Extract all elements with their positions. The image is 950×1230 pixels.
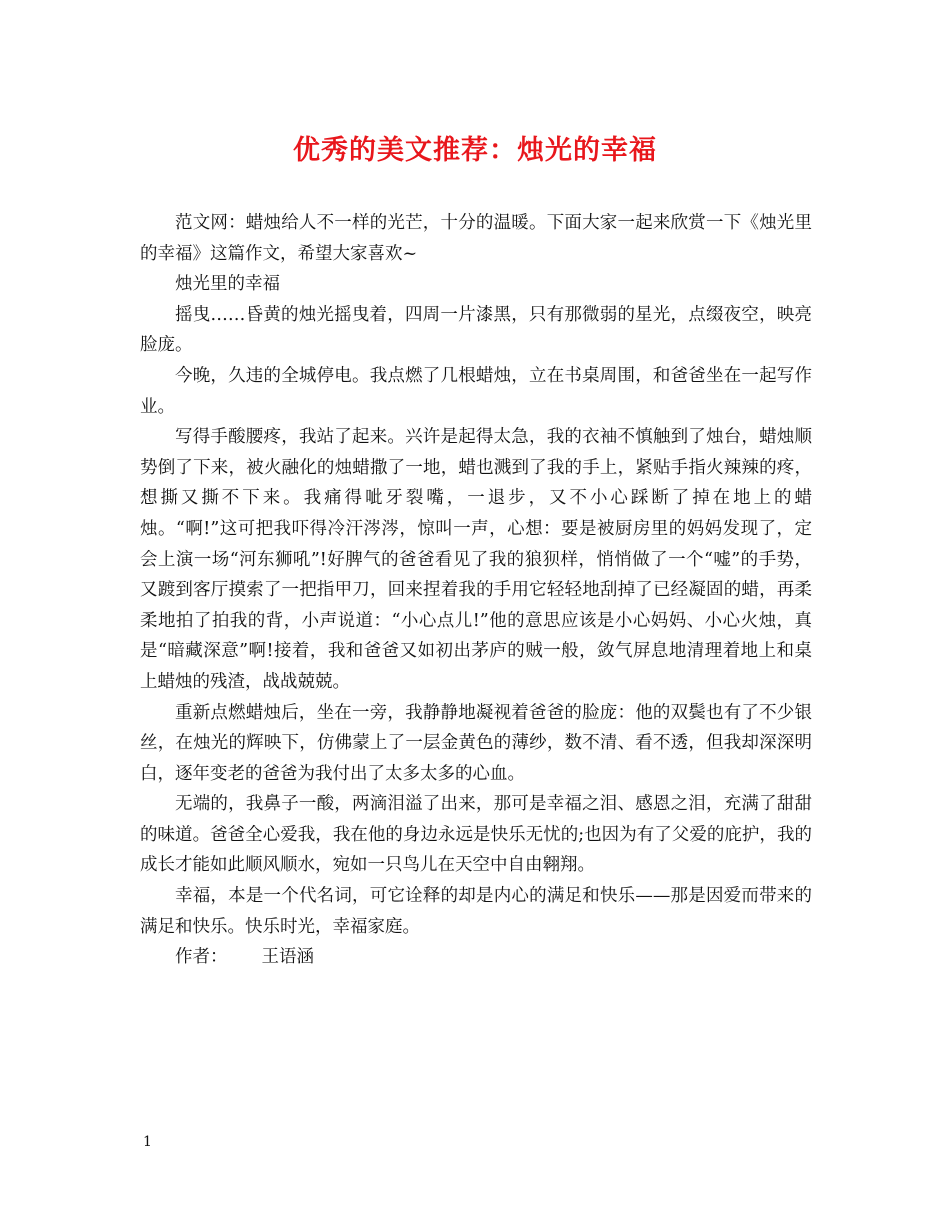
intro-paragraph: 范文网：蜡烛给人不一样的光芒，十分的温暖。下面大家一起来欣赏一下《烛光里的幸福》这篇作文，希望大家喜欢~ bbox=[140, 213, 812, 264]
author-line bbox=[140, 942, 812, 973]
body-paragraph: 重新点燃蜡烛后，坐在一旁，我静静地凝视着爸爸的脸庞：他的双鬓也有了不少银丝，在烛光的辉映下，仿佛蒙上了一层金黄色的薄纱，数不清、看不透，但我却深深明白，逐年变老的爸爸为我付出了太多太多的心血。 bbox=[140, 702, 812, 784]
author-label: 作者： bbox=[175, 947, 228, 968]
body-paragraph: 幸福，本是一个代名词，可它诠释的却是内心的满足和快乐——那是因爱而带来的满足和快乐。快乐时光，幸福家庭。 bbox=[140, 886, 812, 937]
essay-title: 烛光里的幸福 bbox=[175, 274, 280, 295]
body-paragraph: 无端的，我鼻子一酸，两滴泪溢了出来，那可是幸福之泪、感恩之泪，充满了甜甜的味道。爸爸全心爱我，我在他的身边永远是快乐无忧的;也因为有了父爱的庇护，我的成长才能如此顺风顺水，宛如一只鸟儿在天空中自由翱翔。 bbox=[140, 794, 812, 876]
body-paragraph: 写得手酸腰疼，我站了起来。兴许是起得太急，我的衣袖不慎触到了烛台，蜡烛顺势倒了下来，被火融化的烛蜡撒了一地，蜡也溅到了我的手上，紧贴手指火辣辣的疼，想撕又撕不下来。我痛得呲牙裂嘴，一退步，又不小心踩断了掉在地上的蜡烛。“啊!”这可把我吓得冷汗涔涔，惊叫一声，心想：要是被厨房里的妈妈发现了，定会上演一场“河东狮吼”!好脾气的爸爸看见了我的狼狈样，悄悄做了一个“嘘”的手势，又踱到客厅摸索了一把指甲刀，回来捏着我的手用它轻轻地刮掉了已经凝固的蜡，再柔柔地拍了拍我的背，小声说道：“小心点儿!”他的意思应该是小心妈妈、小心火烛，真是“暗藏深意”啊!接着，我和爸爸又如初出茅庐的贼一般，敛气屏息地清理着地上和桌上蜡烛的残渣，战战兢兢。 bbox=[140, 427, 812, 692]
document-title: 优秀的美文推荐：烛光的幸福 bbox=[293, 135, 657, 166]
document-body bbox=[140, 208, 812, 973]
author-name: 王语涵 bbox=[261, 947, 314, 968]
body-paragraph: 今晚，久违的全城停电。我点燃了几根蜡烛，立在书桌周围，和爸爸坐在一起写作业。 bbox=[140, 365, 812, 417]
body-paragraph: 摇曳……昏黄的烛光摇曳着，四周一片漆黑，只有那微弱的星光，点缀夜空，映亮脸庞。 bbox=[140, 304, 812, 356]
page-number: 1 bbox=[143, 1134, 152, 1150]
